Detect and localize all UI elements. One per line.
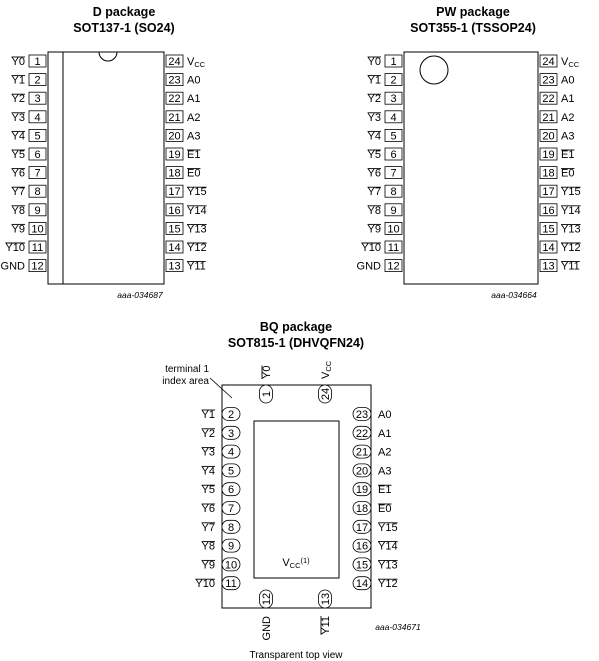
pin-number: 2: [390, 74, 397, 87]
d-pin-11: [5, 241, 46, 254]
pin-number: 13: [320, 592, 332, 606]
pin-name: A3: [561, 130, 575, 143]
d-package: [1, 5, 207, 300]
pw-package-title: PW package: [436, 5, 510, 19]
pin-number: 13: [542, 260, 555, 273]
bq-pin-23: [353, 408, 391, 422]
pin-number: 12: [387, 260, 400, 273]
pw-pin-13: [540, 260, 580, 273]
pin-number: 7: [227, 503, 235, 515]
bq-pin-20: [353, 464, 391, 478]
pin-name: E0: [187, 167, 201, 180]
d-pin-9: [12, 204, 46, 217]
pin-number: 16: [168, 204, 181, 217]
pin-name: A2: [561, 111, 575, 124]
d-pin-1: [12, 55, 46, 68]
pin-name: Y4: [201, 465, 215, 478]
pin-number: 11: [31, 242, 44, 254]
pin-number: 1: [34, 56, 41, 68]
pin-name: Y14: [187, 204, 207, 217]
pin-number: 3: [34, 93, 41, 106]
pin-name: Y6: [11, 167, 25, 180]
pin-name: Y0: [367, 56, 381, 68]
pin-label-group: [320, 360, 333, 379]
pin-name: Y5: [367, 149, 381, 161]
bq-package-ref: aaa-034671: [375, 622, 421, 632]
d-package-ref: aaa-034687: [117, 290, 163, 300]
pin-name: A2: [378, 446, 392, 459]
d-package-left-pins: [1, 55, 46, 273]
pin-number: 12: [31, 260, 44, 273]
d-package-right-pins: [166, 55, 207, 273]
pw-package-ref: aaa-034664: [491, 290, 537, 300]
pin-name: Y10: [195, 578, 215, 591]
bq-pin-16: [353, 539, 398, 553]
pin-number: 23: [542, 74, 555, 87]
pin-name: A3: [187, 130, 201, 143]
pw-pin-12: [357, 260, 402, 273]
pin-number: 3: [227, 427, 235, 440]
pin-name: Y9: [367, 223, 381, 236]
pin-number: 20: [168, 130, 181, 143]
pin-number: 7: [34, 167, 41, 180]
pin-name: A0: [378, 409, 392, 421]
pin-name: Y8: [367, 204, 381, 217]
d-package-subtitle: SOT137-1 (SO24): [73, 21, 175, 35]
pin-number: 14: [542, 242, 555, 254]
pin-name: Y12: [187, 242, 207, 254]
pin-number: 18: [168, 167, 181, 180]
pin-number: 18: [542, 167, 555, 180]
pin-name: Y15: [561, 186, 581, 199]
pin-number: 17: [542, 186, 555, 199]
d-pin-24: [166, 55, 206, 69]
pin-name: Y3: [367, 111, 381, 124]
pin-name: Y4: [11, 130, 25, 143]
d-pin-19: [166, 148, 200, 161]
pin-name: Y2: [367, 93, 381, 106]
pin-name: E1: [378, 484, 392, 497]
pw-pin-5: [368, 129, 402, 142]
pw-package: [357, 5, 581, 300]
pin-number: 1: [390, 56, 397, 68]
pin-name: A0: [187, 74, 201, 87]
pin-name: Y6: [367, 167, 381, 180]
pw-pin-11: [361, 241, 402, 254]
pin-name: Y15: [378, 521, 398, 534]
pin-name: Y9: [11, 223, 25, 236]
bq-pin-13: [319, 590, 333, 635]
pin-number: 24: [168, 56, 181, 68]
bq-pin-24: [319, 360, 334, 403]
d-package-body: [48, 52, 164, 284]
d-pin-22: [166, 92, 200, 105]
pw-pin-14: [540, 241, 581, 254]
pin-name: A2: [187, 111, 201, 124]
bq-pin-2: [202, 408, 240, 422]
pw-pin-15: [540, 222, 581, 235]
pin-number: 19: [168, 149, 181, 161]
pw-pin-9: [368, 204, 402, 217]
d-pin-20: [166, 129, 200, 142]
bq-pin-5: [202, 464, 240, 478]
pw-pin-10: [368, 222, 402, 235]
pin-number: 22: [168, 93, 181, 106]
pin-number: 15: [542, 223, 555, 236]
pin-number: 4: [227, 446, 235, 459]
pw-pin-18: [540, 167, 574, 180]
pin-number: 7: [390, 167, 397, 180]
d-pin-21: [166, 111, 200, 124]
pin-number: 9: [390, 204, 397, 217]
d-pin-12: [1, 260, 46, 273]
pin-name: Y12: [378, 578, 398, 591]
pin-number: 2: [227, 409, 235, 421]
pin-number: 16: [355, 540, 369, 553]
pin-name: Y1: [11, 74, 25, 87]
pin-name: Y6: [201, 503, 215, 515]
pin-name: VCC: [320, 360, 333, 379]
pw-pin-21: [540, 111, 574, 124]
pin-name: A1: [187, 93, 201, 106]
bq-pin-6: [202, 483, 240, 497]
pin-number: 13: [168, 260, 181, 273]
bq-pin-4: [202, 445, 240, 459]
pin-name: Y0: [261, 365, 273, 379]
pin-name: Y10: [5, 242, 25, 254]
pin-name: Y1: [367, 74, 381, 87]
d-pin-16: [166, 204, 207, 217]
bq-pin-19: [353, 483, 391, 497]
pw-pin-3: [368, 92, 402, 105]
pin-number: 15: [168, 223, 181, 236]
pin-number: 20: [542, 130, 555, 143]
bq-center-pad: [254, 421, 339, 578]
pin-number: 11: [225, 578, 237, 591]
pin-name: E1: [561, 149, 575, 161]
bq-pin-22: [353, 426, 391, 440]
pin-number: 1: [261, 390, 273, 398]
pw-pin-24: [540, 55, 580, 69]
bq-pin-21: [353, 445, 391, 459]
bq-pin-3: [202, 426, 240, 440]
pw-pin-20: [540, 129, 574, 142]
pin-name: VCC: [187, 56, 206, 69]
pin-number: 17: [355, 521, 369, 534]
pin-number: 5: [34, 130, 41, 143]
d-pin-6: [12, 148, 46, 161]
pw-package-body: [404, 52, 538, 284]
pin-name: Y1: [201, 409, 215, 421]
pin-name: Y13: [561, 223, 581, 236]
pin-name: Y9: [201, 559, 215, 572]
pin-name: A3: [378, 465, 392, 478]
pin-number: 3: [390, 93, 397, 106]
pin-number: 21: [168, 111, 181, 124]
d-pin-2: [12, 74, 46, 87]
bq-pin-7: [202, 502, 240, 516]
pin-number: 8: [390, 186, 397, 199]
pin-number: 21: [542, 111, 555, 124]
pin-name: Y7: [11, 186, 25, 199]
pw-package-left-pins: [357, 55, 402, 273]
pw-pin-8: [368, 185, 402, 198]
bq-index-note-line2: index area: [162, 376, 209, 387]
pin-name: GND: [0, 260, 25, 273]
pin-name: Y4: [367, 130, 381, 143]
pin-name: VCC: [561, 56, 580, 69]
pin-number: 16: [542, 204, 555, 217]
pin-number: 6: [227, 484, 235, 497]
pin-number: 19: [355, 484, 369, 497]
pin-number: 22: [355, 427, 369, 440]
pin-number: 23: [355, 409, 369, 421]
pw-pin-4: [368, 111, 402, 124]
pw-pin-23: [540, 74, 574, 87]
d-pin-5: [12, 129, 46, 142]
bq-package-title: BQ package: [259, 320, 333, 334]
pin-number: 18: [355, 503, 369, 515]
pin-name: Y8: [11, 204, 25, 217]
d-pin-15: [166, 222, 207, 235]
pin-name: Y8: [201, 540, 215, 553]
bq-center-pad-label: VCC$^{(1)}$: [282, 556, 310, 570]
pin-number: 6: [390, 149, 397, 161]
bq-pin-1: [260, 366, 274, 403]
pin-number: 10: [31, 223, 44, 236]
pw-pin-16: [540, 204, 581, 217]
pw-pin-7: [368, 167, 402, 180]
pw-package-index-dot: [420, 56, 448, 84]
pin-label-group: [261, 366, 273, 379]
pin-name: GND: [356, 260, 381, 273]
bq-pin-9: [202, 539, 240, 553]
pin-number: 14: [355, 578, 369, 591]
pin-number: 23: [168, 74, 181, 87]
pin-number: 21: [355, 446, 369, 459]
pw-package-subtitle: SOT355-1 (TSSOP24): [410, 21, 536, 35]
pin-name: Y14: [378, 540, 398, 553]
d-pin-7: [12, 167, 46, 180]
bq-pin-10: [202, 558, 240, 572]
pin-name: A0: [561, 74, 575, 87]
d-pin-10: [12, 222, 46, 235]
bq-view-note: Transparent top view: [249, 650, 343, 661]
pw-pin-19: [540, 148, 574, 161]
bq-package: [162, 320, 421, 661]
pin-name: Y7: [201, 521, 215, 534]
pin-label-group: [261, 616, 273, 641]
bq-pin-11: [195, 577, 240, 591]
pin-number: 19: [542, 149, 555, 161]
pin-number: 6: [34, 149, 41, 161]
pin-number: 2: [34, 74, 41, 87]
pw-package-right-pins: [540, 55, 581, 273]
d-pin-23: [166, 74, 200, 87]
bq-pin-8: [202, 520, 240, 534]
d-pin-17: [166, 185, 207, 198]
pin-name: A1: [378, 427, 392, 440]
pin-number: 4: [34, 111, 41, 124]
pin-name: Y13: [187, 223, 207, 236]
d-pin-3: [12, 92, 46, 105]
pin-number: 24: [542, 56, 555, 68]
pin-number: 10: [224, 559, 238, 572]
pin-name: E0: [561, 167, 575, 180]
pin-number: 17: [168, 186, 181, 199]
bq-pin-15: [353, 558, 398, 572]
pin-label-group: [320, 616, 332, 635]
pin-name: Y3: [11, 111, 25, 124]
pin-name: Y11: [187, 260, 206, 273]
pin-name: Y10: [361, 242, 381, 254]
pin-number: 24: [320, 387, 332, 401]
pin-number: 8: [227, 521, 235, 534]
pin-name: GND: [261, 616, 273, 641]
pw-pin-6: [368, 148, 402, 161]
pin-name: Y2: [11, 93, 25, 106]
bq-pin-12: [260, 590, 274, 640]
d-pin-13: [166, 260, 206, 273]
pw-pin-2: [368, 74, 402, 87]
pin-number: 11: [387, 242, 400, 254]
pin-name: Y12: [561, 242, 581, 254]
pin-name: Y14: [561, 204, 581, 217]
pw-pin-1: [368, 55, 402, 68]
pin-name: Y3: [201, 446, 215, 459]
pin-name: Y2: [201, 427, 215, 440]
pin-number: 20: [355, 465, 369, 478]
pin-name: Y5: [11, 149, 25, 161]
pin-name: E1: [187, 149, 201, 161]
pin-number: 15: [355, 559, 369, 572]
bq-index-note-line1: terminal 1: [165, 364, 209, 375]
bq-package-subtitle: SOT815-1 (DHVQFN24): [227, 336, 365, 350]
bq-pin-14: [353, 577, 398, 591]
pin-name: Y11: [561, 260, 580, 273]
d-package-title: D package: [92, 5, 156, 19]
pin-number: 4: [390, 111, 397, 124]
pin-name: Y11: [320, 616, 332, 635]
pin-number: 10: [387, 223, 400, 236]
pw-pin-22: [540, 92, 574, 105]
pin-name: Y0: [11, 56, 25, 68]
pin-name: A1: [561, 93, 575, 106]
pin-number: 5: [390, 130, 397, 143]
bq-pin-18: [353, 502, 391, 516]
pin-name: E0: [378, 503, 392, 515]
pin-name: Y7: [367, 186, 381, 199]
bq-pin-17: [353, 520, 398, 534]
pin-name: Y5: [201, 484, 215, 497]
pin-number: 8: [34, 186, 41, 199]
d-pin-8: [12, 185, 46, 198]
pin-number: 14: [168, 242, 181, 254]
pin-number: 22: [542, 93, 555, 106]
pin-number: 9: [34, 204, 41, 217]
pin-name: Y13: [378, 559, 398, 572]
pin-name: Y15: [187, 186, 207, 199]
pin-number: 9: [227, 540, 235, 553]
pin-number: 5: [227, 465, 235, 478]
d-pin-18: [166, 167, 200, 180]
d-pin-4: [12, 111, 46, 124]
d-pin-14: [166, 241, 207, 254]
pw-pin-17: [540, 185, 581, 198]
pin-number: 12: [261, 592, 273, 606]
